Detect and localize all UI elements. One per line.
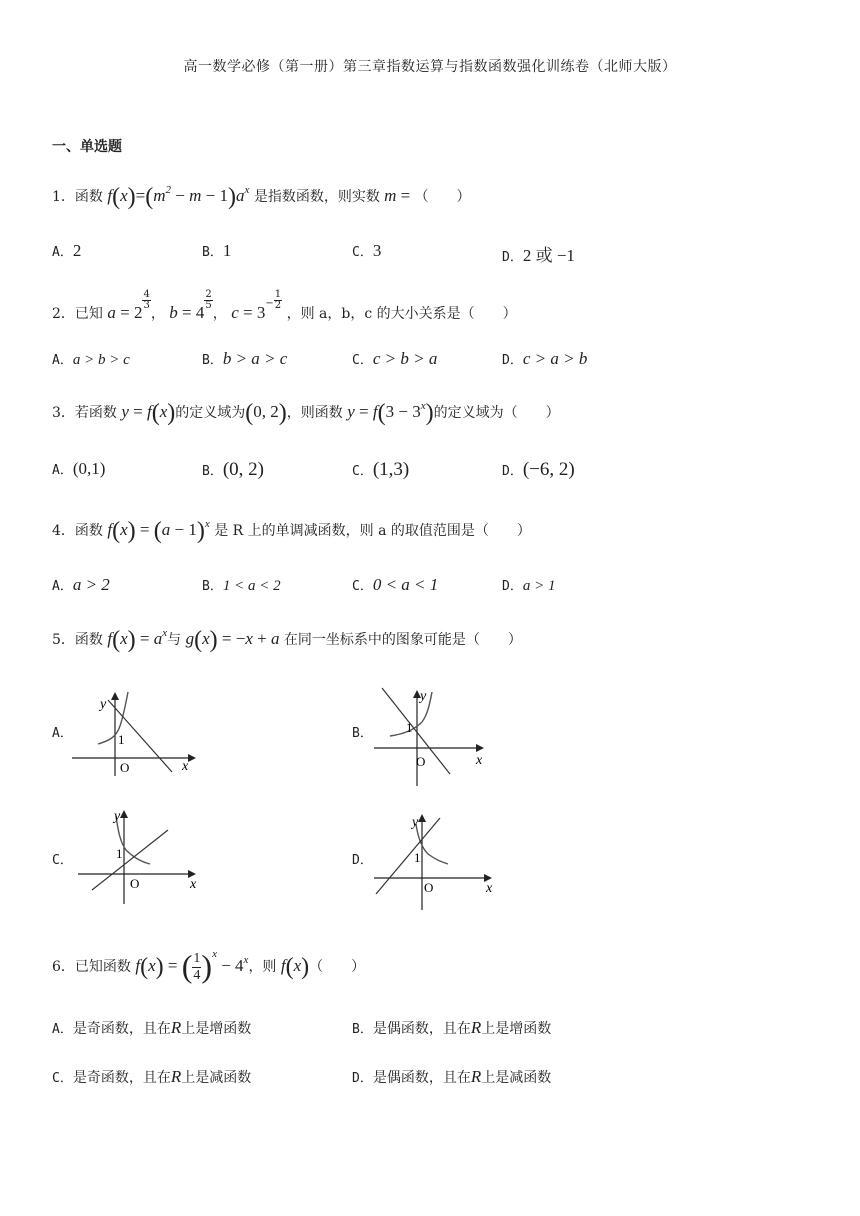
option-d[interactable]: D．2 或 −1 <box>502 246 575 265</box>
question-6: 6．已知函数 f(x) = ( $\frac{1}{4}$ )$^x - 4^x$，则 f(x)（ ） <box>52 948 366 984</box>
option-d[interactable]: D．(−6, 2) <box>502 459 575 480</box>
option-d[interactable]: D． <box>352 853 373 868</box>
formula: f <box>107 186 113 205</box>
svg-text:1: 1 <box>406 720 413 735</box>
graph-b <box>372 686 502 786</box>
graph-d <box>372 812 502 912</box>
svg-text:O: O <box>130 876 140 891</box>
option-b[interactable]: B．(0, 2) <box>202 459 264 480</box>
question-3: 3．若函数 y = f(x)的定义域为(0, 2)，则函数 $y = f(3 - 3^x)$的定义域为（ ） <box>52 400 560 426</box>
option-a[interactable]: A．a > b > c <box>52 352 130 368</box>
option-d[interactable]: D．a > 1 <box>502 578 556 594</box>
option-c[interactable]: C．是奇函数，且在R上是减函数 <box>52 1067 252 1086</box>
option-b[interactable]: B．1 <box>202 241 232 260</box>
svg-text:1: 1 <box>116 846 123 861</box>
option-a[interactable]: A．2 <box>52 241 82 260</box>
svg-text:x: x <box>190 877 197 892</box>
svg-text:x: x <box>486 881 493 896</box>
question-text: （ ） <box>414 189 471 205</box>
svg-text:O: O <box>120 760 130 775</box>
svg-text:O: O <box>424 880 434 895</box>
option-a[interactable]: A．a > 2 <box>52 575 110 594</box>
option-a[interactable]: A．(0,1) <box>52 459 106 478</box>
option-c[interactable]: C． <box>52 853 73 868</box>
option-c[interactable]: C．3 <box>352 241 382 260</box>
question-5: 5．函数 $f(x) = a^x$与 g(x) = −x + a 在同一坐标系中的图象可能是（ ） <box>52 627 522 653</box>
svg-text:O: O <box>416 754 426 769</box>
question-2: 2．已知 a = 2 $\frac{4}{3}$ ， b = 4 $\frac{2}{5}$ ， c = 3− $\frac{1}{2}$ ，则 a，b，c 的大小关系是（ ） <box>52 289 517 322</box>
svg-text:1: 1 <box>118 732 125 747</box>
question-number: 1． <box>52 189 75 205</box>
option-c[interactable]: C．c > b > a <box>352 349 438 368</box>
option-a[interactable]: A． <box>52 726 73 741</box>
svg-text:1: 1 <box>414 850 421 865</box>
option-c[interactable]: C．0 < a < 1 <box>352 575 439 594</box>
svg-text:y: y <box>420 689 427 704</box>
question-text: 函数 <box>74 189 103 205</box>
section-heading: 一、单选题 <box>52 139 122 155</box>
svg-text:y: y <box>114 809 121 824</box>
page-title: 高一数学必修（第一册）第三章指数运算与指数函数强化训练卷（北师大版） <box>183 59 677 75</box>
option-b[interactable]: B．1 < a < 2 <box>202 578 281 594</box>
graph-a <box>70 686 200 776</box>
svg-text:y: y <box>100 697 107 712</box>
option-d[interactable]: D．c > a > b <box>502 349 588 368</box>
question-text: 是指数函数，则实数 <box>253 189 380 205</box>
option-b[interactable]: B．b > a > c <box>202 349 288 368</box>
question-1: 1．函数 $f(x)=(m^2 - m - 1)a^x$ 是指数函数，则实数 m = （ ） <box>52 184 471 210</box>
option-b[interactable]: B． <box>352 726 373 741</box>
option-c[interactable]: C．(1,3) <box>352 459 410 480</box>
svg-text:y: y <box>412 815 419 830</box>
option-b[interactable]: B．是偶函数，且在R上是增函数 <box>352 1018 552 1037</box>
option-a[interactable]: A．是奇函数，且在R上是增函数 <box>52 1018 252 1037</box>
graph-c <box>76 806 206 906</box>
svg-text:x: x <box>182 759 189 774</box>
svg-text:x: x <box>476 753 483 768</box>
question-4: 4．函数 $f(x) = (a - 1)^x$ 是 R 上的单调减函数，则 a 的取值范围是（ ） <box>52 518 531 544</box>
option-d[interactable]: D．是偶函数，且在R上是减函数 <box>352 1067 552 1086</box>
